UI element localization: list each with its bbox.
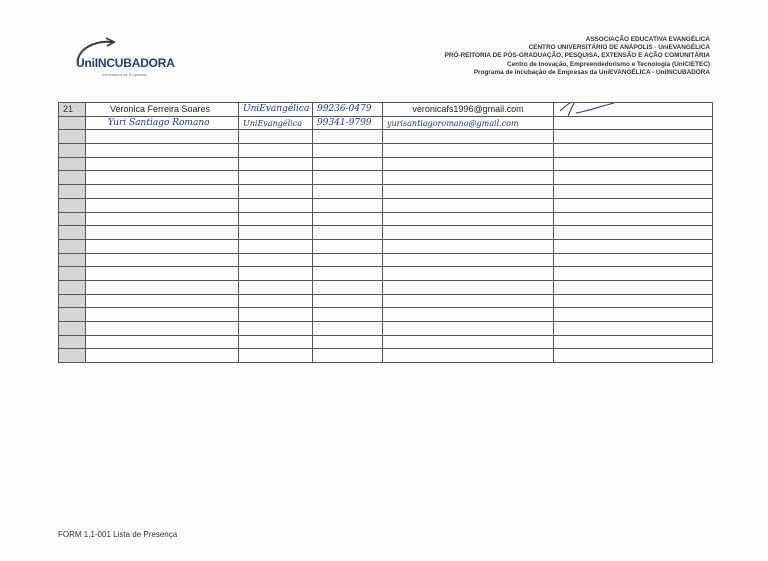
empty-cell	[239, 349, 313, 363]
empty-cell	[239, 267, 313, 281]
empty-cell	[239, 157, 313, 171]
email-cell: yurisantiagoromano@gmail.com	[383, 116, 554, 130]
table-row	[59, 253, 713, 267]
logo-name: UniINCUBADORA	[76, 56, 175, 70]
empty-cell	[239, 294, 313, 308]
empty-cell	[86, 349, 239, 363]
empty-cell	[554, 349, 713, 363]
empty-cell	[86, 267, 239, 281]
empty-cell	[86, 226, 239, 240]
empty-cell	[86, 130, 239, 144]
row-number	[59, 253, 86, 267]
logo-tagline: Incubadora de Empresas	[102, 72, 147, 77]
empty-cell	[554, 157, 713, 171]
table-row	[59, 294, 713, 308]
empty-cell	[313, 239, 383, 253]
row-number	[59, 226, 86, 240]
empty-cell	[86, 171, 239, 185]
empty-cell	[554, 335, 713, 349]
header-line: ASSOCIAÇÃO EDUCATIVA EVANGÉLICA	[585, 36, 710, 43]
institution-header	[445, 36, 710, 77]
empty-cell	[554, 239, 713, 253]
row-number	[59, 308, 86, 322]
institution-cell: UniEvangélica	[239, 103, 313, 117]
empty-cell	[383, 171, 554, 185]
empty-cell	[313, 253, 383, 267]
row-number	[59, 335, 86, 349]
phone-cell: 99341-9799	[313, 116, 383, 130]
empty-cell	[383, 253, 554, 267]
empty-cell	[86, 198, 239, 212]
table-row	[59, 130, 713, 144]
signature-icon	[554, 103, 634, 117]
empty-cell	[86, 335, 239, 349]
empty-cell	[383, 130, 554, 144]
empty-cell	[239, 239, 313, 253]
empty-cell	[86, 185, 239, 199]
empty-cell	[383, 267, 554, 281]
empty-cell	[313, 335, 383, 349]
attendance-table	[58, 102, 713, 363]
table-row	[59, 103, 713, 117]
empty-cell	[86, 144, 239, 158]
empty-cell	[239, 322, 313, 336]
empty-cell	[239, 171, 313, 185]
row-number	[59, 157, 86, 171]
empty-cell	[383, 239, 554, 253]
header-line: Centro de Inovação, Empreendedorismo e Tecnologia (UniCIETEC)	[507, 60, 710, 68]
table-row	[59, 144, 713, 158]
table-row	[59, 226, 713, 240]
empty-cell	[383, 157, 554, 171]
row-number	[59, 349, 86, 363]
table-row	[59, 322, 713, 336]
row-number	[59, 280, 86, 294]
empty-cell	[239, 130, 313, 144]
table-row	[59, 116, 713, 130]
row-number	[59, 198, 86, 212]
empty-cell	[239, 212, 313, 226]
table-row	[59, 349, 713, 363]
row-number	[59, 116, 86, 130]
empty-cell	[86, 157, 239, 171]
empty-cell	[383, 144, 554, 158]
phone-cell: 99236-0479	[313, 103, 383, 117]
table-row	[59, 267, 713, 281]
empty-cell	[86, 253, 239, 267]
email-cell: veronicafs1996@gmail.com	[383, 103, 554, 117]
table-row	[59, 185, 713, 199]
empty-cell	[86, 212, 239, 226]
empty-cell	[313, 198, 383, 212]
row-number	[59, 294, 86, 308]
empty-cell	[239, 144, 313, 158]
table-row	[59, 335, 713, 349]
empty-cell	[383, 280, 554, 294]
table-row	[59, 308, 713, 322]
empty-cell	[239, 335, 313, 349]
empty-cell	[86, 239, 239, 253]
empty-cell	[554, 253, 713, 267]
signature-cell	[554, 116, 713, 130]
row-number	[59, 322, 86, 336]
empty-cell	[383, 294, 554, 308]
empty-cell	[383, 226, 554, 240]
empty-cell	[313, 144, 383, 158]
header-line: Programa de Incubação de Empresas da UniEVANGÉLICA - UniINCUBADORA	[473, 68, 710, 76]
row-number	[59, 185, 86, 199]
empty-cell	[554, 130, 713, 144]
empty-cell	[383, 335, 554, 349]
table-row	[59, 212, 713, 226]
row-number	[59, 239, 86, 253]
empty-cell	[239, 185, 313, 199]
empty-cell	[239, 308, 313, 322]
empty-cell	[554, 226, 713, 240]
empty-cell	[313, 349, 383, 363]
row-number	[59, 130, 86, 144]
uniincubadora-logo	[72, 36, 192, 86]
empty-cell	[383, 349, 554, 363]
empty-cell	[239, 253, 313, 267]
empty-cell	[313, 280, 383, 294]
empty-cell	[554, 185, 713, 199]
table-row	[59, 239, 713, 253]
empty-cell	[383, 185, 554, 199]
empty-cell	[554, 294, 713, 308]
table-row	[59, 198, 713, 212]
empty-cell	[239, 280, 313, 294]
empty-cell	[313, 130, 383, 144]
row-number: 21	[59, 103, 86, 117]
empty-cell	[313, 226, 383, 240]
row-number	[59, 144, 86, 158]
name-cell: Veronica Ferreira Soares	[86, 103, 239, 117]
empty-cell	[313, 157, 383, 171]
institution-cell: UniEvangélica	[239, 116, 313, 130]
empty-cell	[313, 267, 383, 281]
empty-cell	[86, 280, 239, 294]
form-footer: FORM 1.1-001 Lista de Presença	[58, 530, 178, 539]
empty-cell	[86, 308, 239, 322]
header-line: CENTRO UNIVERSITÁRIO DE ANÁPOLIS - UniEVANGÉLICA	[528, 44, 710, 52]
empty-cell	[554, 267, 713, 281]
empty-cell	[86, 294, 239, 308]
row-number	[59, 171, 86, 185]
signature-cell	[554, 103, 713, 117]
empty-cell	[86, 322, 239, 336]
name-cell: Yuri Santiago Romano	[86, 116, 239, 130]
empty-cell	[383, 198, 554, 212]
empty-cell	[554, 308, 713, 322]
header-line: PRÓ-REITORIA DE PÓS-GRADUAÇÃO, PESQUISA, EXTENSÃO E AÇÃO COMUNITÁRIA	[444, 52, 710, 60]
table-row	[59, 280, 713, 294]
empty-cell	[313, 185, 383, 199]
empty-cell	[313, 322, 383, 336]
empty-cell	[313, 308, 383, 322]
table-row	[59, 171, 713, 185]
empty-cell	[554, 322, 713, 336]
empty-cell	[383, 308, 554, 322]
empty-cell	[554, 171, 713, 185]
empty-cell	[313, 171, 383, 185]
row-number	[59, 212, 86, 226]
row-number	[59, 267, 86, 281]
empty-cell	[554, 198, 713, 212]
empty-cell	[383, 322, 554, 336]
empty-cell	[554, 144, 713, 158]
empty-cell	[554, 212, 713, 226]
empty-cell	[313, 294, 383, 308]
empty-cell	[554, 280, 713, 294]
empty-cell	[239, 198, 313, 212]
empty-cell	[383, 212, 554, 226]
empty-cell	[239, 226, 313, 240]
empty-cell	[313, 212, 383, 226]
table-row	[59, 157, 713, 171]
